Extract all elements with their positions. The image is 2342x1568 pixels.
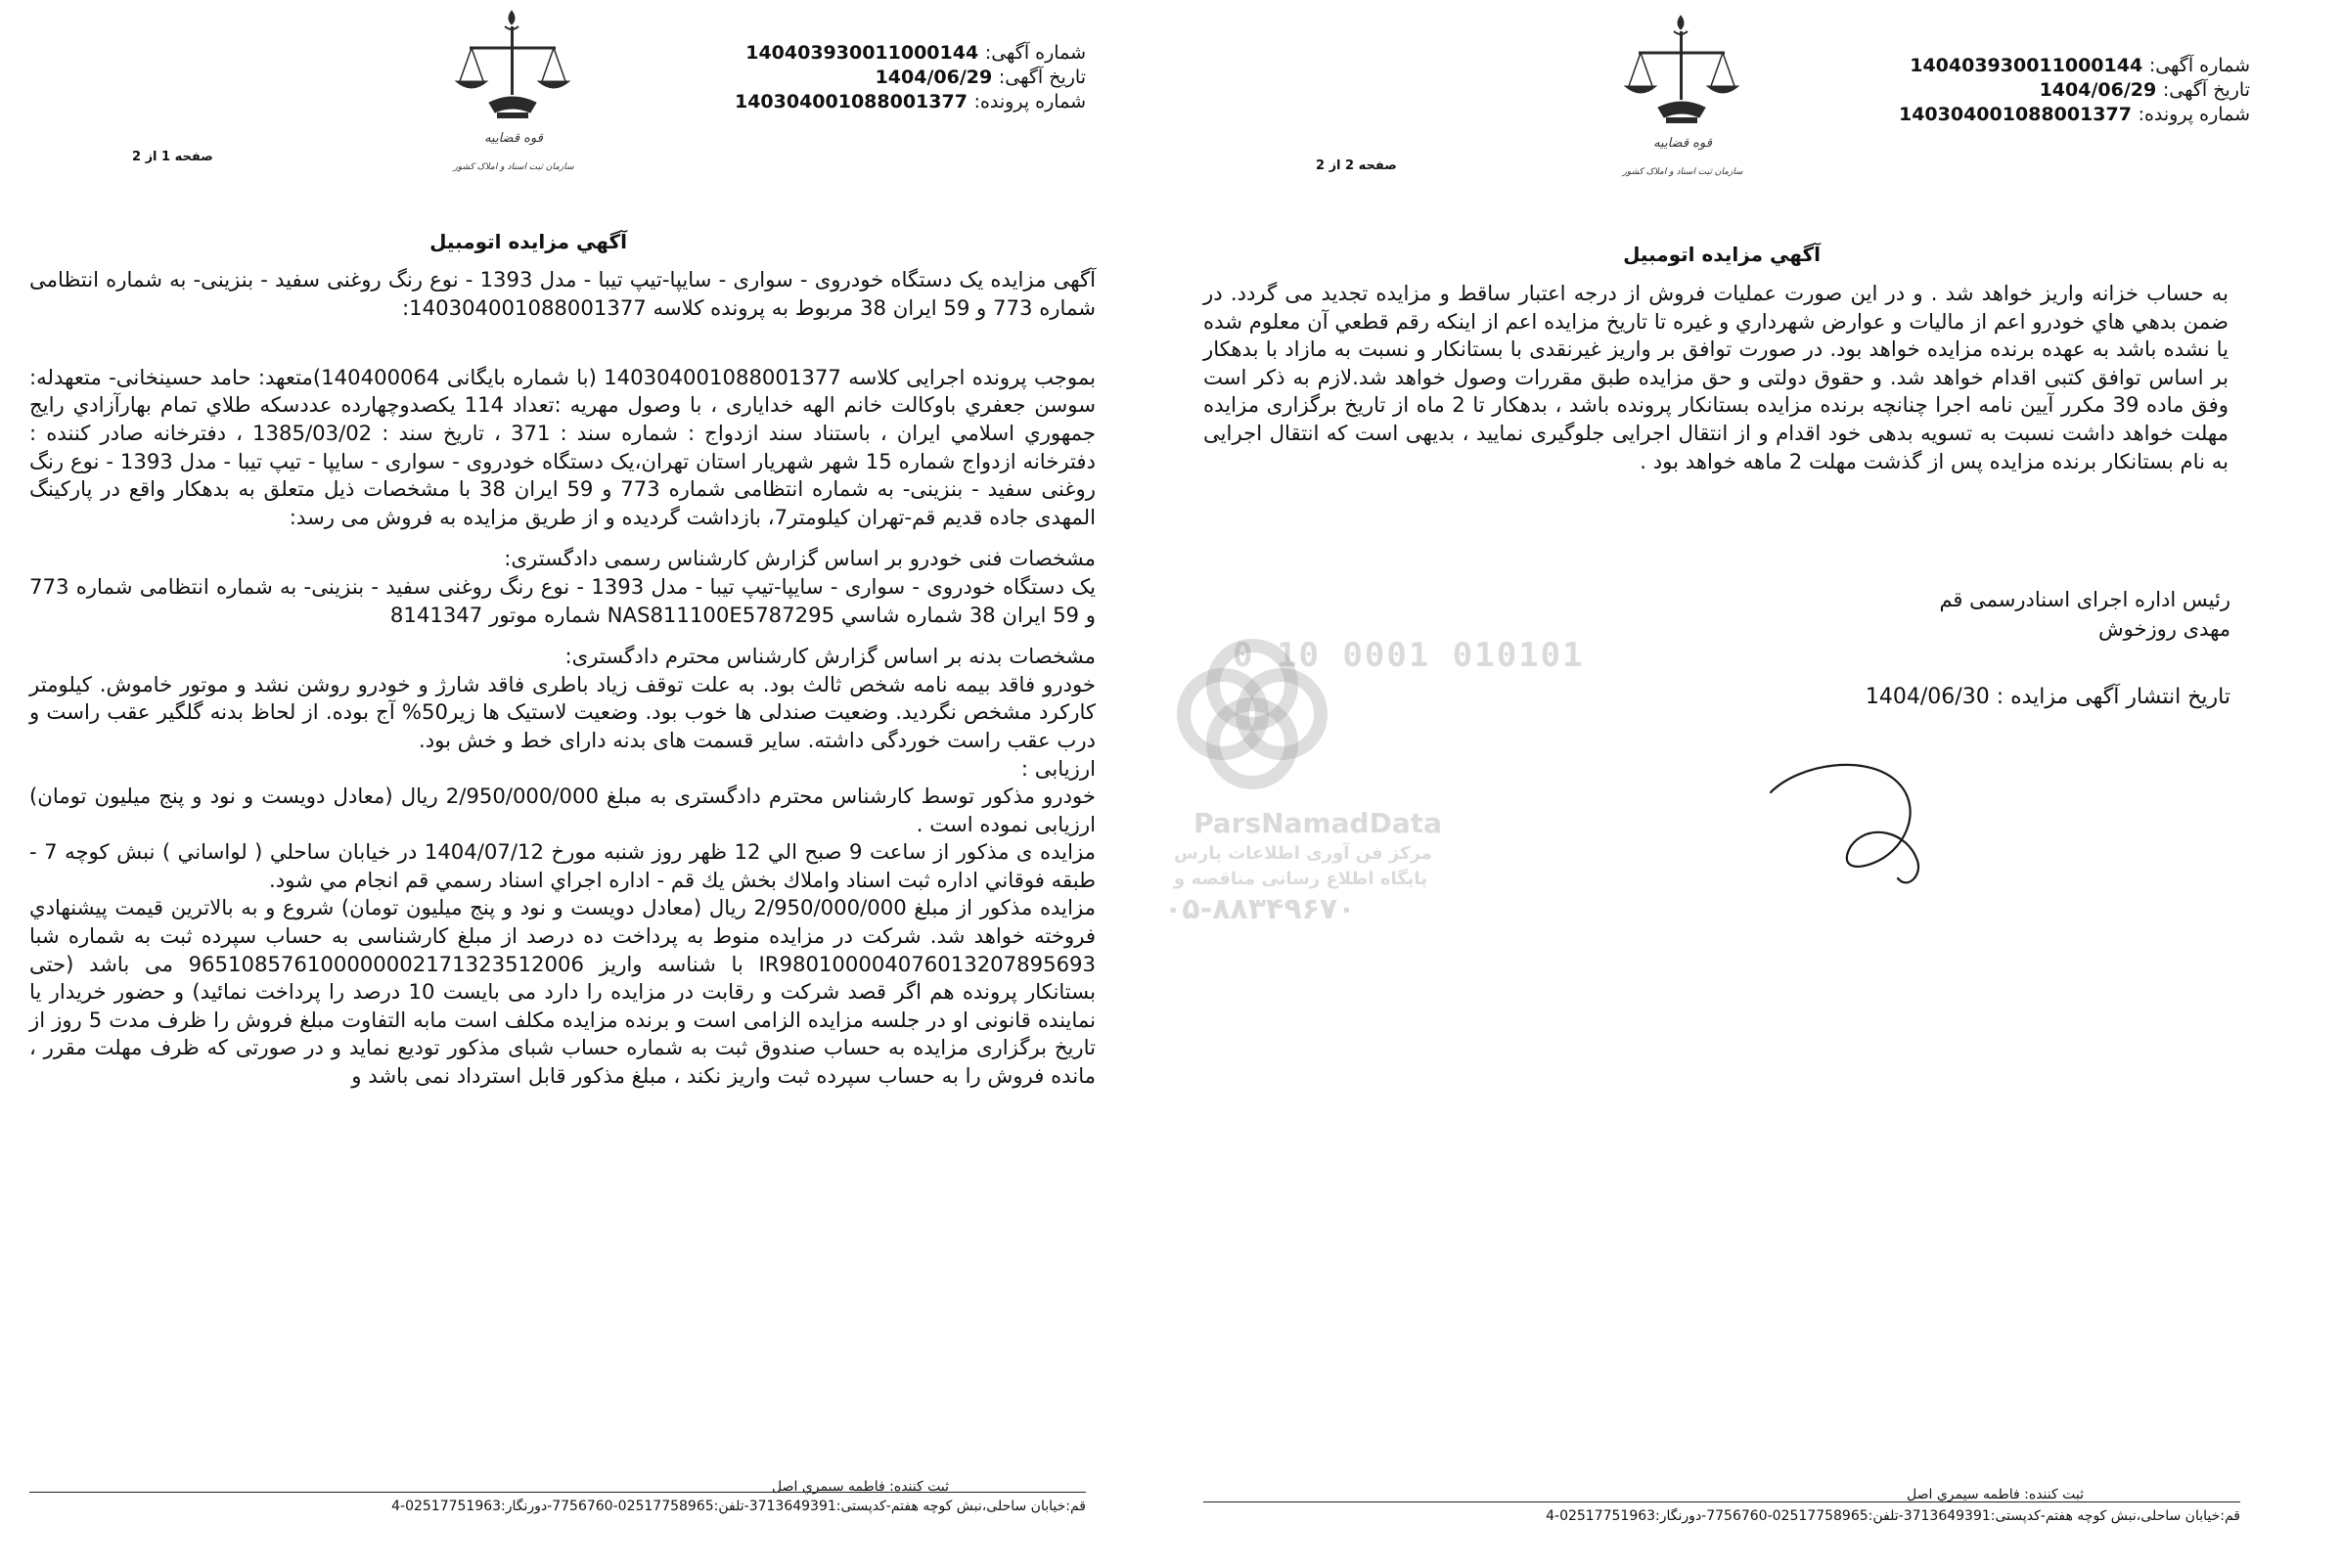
registrar-name: فاطمه سيمري اصل	[771, 1479, 885, 1495]
registrar-name: فاطمه سيمري اصل	[1906, 1487, 2020, 1502]
ad-page-1	[20, 0, 1096, 1568]
footer-divider	[1203, 1501, 2240, 1502]
ad-intro-paragraph: آگهی مزایده یک دستگاه خودروی - سواری - سایپا-تیپ تیبا - مدل 1393 - نوع رنگ روغنی سفید - بنزینی- به شماره انتظامی شماره 773 و 59 ایران 38 مربوط به پرونده کلاسه 140304001088001377:	[29, 267, 1096, 320]
ad-meta	[734, 41, 1086, 114]
svg-text:قوه قضاییه: قوه قضاییه	[484, 131, 543, 146]
footer-divider	[29, 1492, 1086, 1493]
watermark-line1: مرکز فن آوری اطلاعات پارس	[1174, 843, 1432, 864]
publish-date: 1404/06/30	[1865, 685, 1990, 709]
ad-meta	[1878, 54, 2250, 127]
ad-date-row: تاریخ آگهی: 1404/06/29	[2039, 79, 2250, 101]
svg-text:سازمان ثبت اسناد و املاک کشور: سازمان ثبت اسناد و املاک کشور	[1622, 167, 1743, 177]
file-number: 140304001088001377	[734, 91, 968, 112]
ad-continuation-paragraph: به حساب خزانه واریز خواهد شد . و در این صورت عملیات فروش از درجه اعتبار ساقط و مزایده تجدید می گردد. در ضمن بدهي هاي خودرو اعم از ماليات و عوارض شهرداري و غيره تا تاريخ مزايده اعم از اينكه رقم قطعي آن معلوم شده يا نشده باشد به عهده برنده مزايده خواهد بود. در صورت توافق بر واریز غیرنقدی با بستانکار و نسبت به مازاد با بدهکار بر اساس توافق کتبی اقدام خواهد شد. و حقوق دولتی و حق مزایده طبق مقررات وصول خواهد شد.لازم به ذکر است وفق ماده 39 مکرر آیین نامه اجرا چنانچه برنده مزایده بستانکار پرونده باشد ، بدهکار تا 2 ماه از تاریخ برگزاری مزایده مهلت خواهد داشت نسبت به تسویه بدهی خود اقدام و از انتقال اجرایی جلوگیری نمایید ، بدیهی است که انتقال اجرایی به نام بستانکار برنده مزایده پس از گذشت مهلت 2 ماهه خواهد بود .	[1203, 281, 2229, 473]
watermark-digits: 010101 0001 10 0	[1233, 636, 1585, 675]
judiciary-scales-logo-icon	[450, 5, 577, 191]
handwritten-signature-icon	[1761, 753, 1957, 900]
parsnamad-watermark	[1154, 626, 1585, 959]
watermark-line2: پایگاه اطلاع رسانی مناقصه و	[1174, 869, 1427, 889]
registrar: ثبت کننده: فاطمه سيمري اصل	[771, 1479, 949, 1495]
signer-block	[1683, 585, 2230, 644]
ad-number: 140403930011000144	[1910, 55, 2143, 76]
ad-paragraph: بموجب پرونده اجرایی کلاسه 140304001088001377 (با شماره بایگانی 140400064)متعهد: حامد حسینخانی- متعهدله: سوسن جعفري باوكالت خانم الهه خدایاری ، با وصول مهریه :تعداد 114 یکصدوچهارده عددسکه طلاي تمام بهارآزادي رايج جمهوري اسلامي ايران ، باستناد سند ازدواج : شماره سند : 371 ، تاریخ سند : 1385/03/02 ، دفترخانه صادر کننده : دفترخانه ازدواج شماره 15 شهر شهریار استان تهران،یک دستگاه خودروی - سواری - سایپا - تیپ تیبا - مدل 1393 - نوع رنگ روغنی سفید - بنزینی- به شماره انتظامی شماره 773 و 59 ایران 38 با مشخصات ذیل متعلق به بدهکار واقع در پارکینگ المهدی جاده قدیم قم-تهران کیلومتر7، بازداشت گردیده و از طریق مزایده به فروش می رسد:	[29, 364, 1096, 529]
ad-body-paragraph: مشخصات بدنه بر اساس گزارش کارشناس محترم دادگستری: خودرو فاقد بیمه نامه شخص ثالث بود. به علت توقف زیاد باطری فاقد شارژ و خودرو روشن نشد و موتور خاموش. کیلومتر کارکرد مشخص نگردید. وضعیت صندلی ها خوب بود. وضعیت لاستیک ها زیر50% آج بوده. از لحاظ بدنه گلگیر عقب راست و درب عقب راست خوردگی داشته. سایر قسمت های بدنه دارای خط و خش بود. ارزیابی : خودرو مذکور توسط کارشناس محترم دادگستری به مبلغ 2/950/000/000 ريال (معادل دویست و نود و پنج میلیون تومان) ارزیابی نموده است . مزايده ی مذکور از ساعت 9 صبح الي 12 ظهر روز شنبه مورخ 1404/07/12 در خيابان ساحلي ( لواساني ) نبش كوچه 7 - طبقه فوقاني اداره ثبت اسناد واملاك بخش يك قم - اداره اجراي اسناد رسمي قم انجام مي شود. مزايده مذكور از مبلغ 2/950/000/000 ريال (معادل دویست و نود و پنج میلیون تومان) شروع و به بالاترين قيمت پيشنهادي فروخته خواهد شد. شرکت در مزایده منوط به پرداخت ده درصد از مبلغ کارشناسی به حساب سپرده ثبت به شماره شبا IR980100004076013207895693 با شناسه واریز 965108576100000002171323512006 می باشد (حتی بستانکار پرونده هم اگر قصد شرکت و رقابت در مزایده را دارد می بایست 10 درصد را پرداخت نمائید) و حضور خریدار یا نماینده قانونی او در جلسه مزایده الزامی است و برنده مزایده مکلف است مابه التفاوت مبلغ فروش را ظرف مدت 5 روز از تاریخ برگزاری مزایده به حساب صندوق ثبت به شماره حساب شبای مذکور تودیع نماید و در صورتی که ظرف مهلت مقرر ، مانده فروش را به حساب سپرده ثبت واریز نکند ، مبلغ مذکور قابل استرداد نمی باشد و	[29, 644, 1097, 1089]
file-number-row: شماره پرونده: 140304001088001377	[734, 91, 1086, 112]
page-title: آگهي مزايده اتومبيل	[429, 230, 627, 253]
footer-address: قم:خیابان ساحلی،نبش کوچه هفتم-کدپستی:3713649391-تلفن:02517758965-7756760-دورنگار:02517751963-4	[391, 1499, 1086, 1514]
file-number-row: شماره پرونده: 140304001088001377	[1898, 104, 2250, 125]
page-indicator: صفحه 2 از 2	[1316, 158, 1397, 173]
page-footer	[29, 1477, 1086, 1497]
ad-paragraph	[29, 322, 1096, 350]
ad-date: 1404/06/29	[875, 67, 993, 88]
judiciary-scales-logo-icon	[1619, 10, 1746, 196]
ad-number: 140403930011000144	[745, 42, 979, 64]
footer-address: قم:خیابان ساحلی،نبش کوچه هفتم-کدپستی:3713649391-تلفن:02517758965-7756760-دورنگار:02517751963-4	[1546, 1508, 2240, 1524]
watermark-brand: ParsNamadData	[1194, 807, 1442, 839]
signer-title: رئیس اداره اجرای اسنادرسمی قم	[1939, 588, 2230, 611]
ad-body	[29, 266, 1096, 1104]
page-title: آگهي مزايده اتومبيل	[1623, 243, 1821, 266]
ad-specs-paragraph: مشخصات فنی خودرو بر اساس گزارش کارشناس رسمی دادگستری: یک دستگاه خودروی - سواری - سایپا-تیپ تیبا - مدل 1393 - نوع رنگ روغنی سفید - بنزینی- به شماره انتظامی شماره 773 و 59 ایران 38 شماره شاسي NAS811100E5787295 شماره موتور 8141347	[29, 546, 1096, 627]
ad-date: 1404/06/29	[2039, 79, 2157, 101]
signer-name: مهدی روزخوش	[2098, 617, 2230, 641]
ad-number-row: شماره آگهی: 140403930011000144	[745, 42, 1086, 64]
file-number: 140304001088001377	[1898, 104, 2132, 125]
svg-text:قوه قضاییه: قوه قضاییه	[1653, 136, 1712, 151]
registrar: ثبت کننده: فاطمه سيمري اصل	[1906, 1487, 2084, 1502]
page-indicator: صفحه 1 از 2	[132, 150, 213, 164]
ad-number-row: شماره آگهی: 140403930011000144	[1910, 55, 2250, 76]
watermark-phone: ۰۵-۸۸۳۴۹۶۷۰	[1164, 892, 1356, 926]
publish-date-row: تاریخ انتشار آگهی مزایده : 1404/06/30	[1865, 685, 2230, 709]
ad-date-row: تاریخ آگهی: 1404/06/29	[875, 67, 1086, 88]
ad-body	[1203, 280, 2229, 489]
svg-text:سازمان ثبت اسناد و املاک کشور: سازمان ثبت اسناد و املاک کشور	[453, 162, 574, 172]
